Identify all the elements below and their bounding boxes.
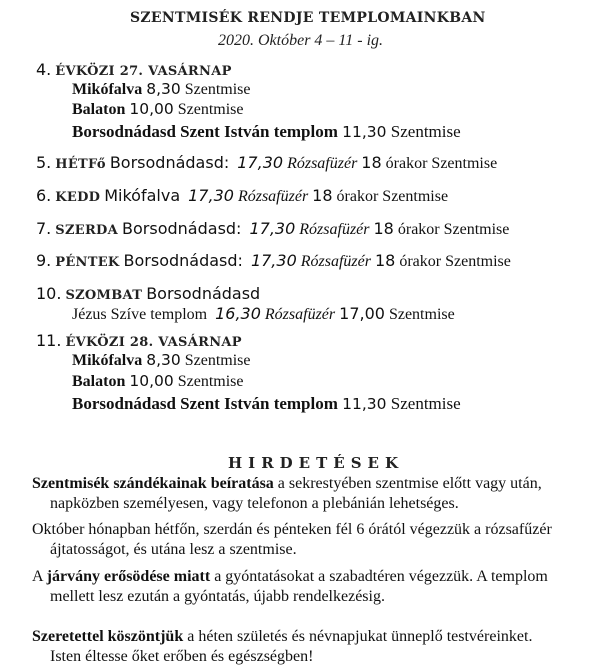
place: Borsodnádasd	[146, 284, 261, 303]
time: 8,30	[146, 351, 181, 369]
day-number: 7.	[36, 219, 52, 238]
text: a gyóntatásokat a szabadtéren végezzük. A templom	[210, 568, 548, 585]
rosary-label: Rózsafüzér	[300, 253, 371, 270]
event: Szentmise	[184, 81, 251, 98]
day-name: HÉTFő	[55, 157, 106, 172]
mass-label: órakor Szentmise	[397, 221, 510, 238]
rosary-label: Rózsafüzér	[264, 306, 336, 323]
mass-label: órakor Szentmise	[399, 253, 511, 270]
announcement-paragraph	[32, 627, 532, 667]
time: 8,30	[146, 80, 181, 98]
page-title: SZENTMISÉK RENDJE TEMPLOMAINKBAN	[130, 10, 486, 26]
text: A	[32, 568, 47, 585]
event: Szentmise	[390, 122, 461, 141]
text: Október hónapban hétfőn, szerdán és pénteken fél 6 órától végezzük a rózsafűzér	[32, 521, 552, 538]
announcements-heading: HIRDETÉSEK	[228, 454, 404, 472]
day-number: 5.	[36, 153, 52, 172]
day-name: ÉVKÖZI 27. VASÁRNAP	[55, 64, 232, 79]
place: Mikófalva	[72, 352, 143, 369]
rosary-label: Rózsafüzér	[299, 221, 370, 238]
day-number: 9.	[36, 251, 52, 270]
mass-label: órakor Szentmise	[336, 188, 449, 205]
schedule-item	[72, 100, 243, 119]
bold-lead: Szentmisék szándékainak beíratása	[32, 475, 274, 492]
time: 10,00	[129, 372, 174, 390]
mass-time: 18	[312, 186, 333, 205]
mass-label: órakor Szentmise	[385, 155, 498, 172]
rosary-label: Rózsafüzér	[237, 188, 309, 205]
day-number: 6.	[36, 186, 52, 205]
bold-lead: Szeretettel köszöntjük	[32, 628, 184, 645]
day-number: 10.	[36, 284, 62, 303]
day-number: 4.	[36, 60, 52, 79]
place: Mikófalva	[72, 81, 143, 98]
mass-time: 18	[361, 153, 382, 172]
schedule-item	[72, 394, 461, 414]
rosary-time: 17,30	[237, 153, 284, 172]
rosary-time: 17,30	[188, 186, 234, 205]
bold-lead: járvány erősödése miatt	[46, 568, 211, 585]
time: 10,00	[129, 100, 174, 118]
place: Balaton	[72, 373, 126, 390]
rosary-label: Rózsafüzér	[287, 155, 358, 172]
event: Szentmise	[184, 352, 251, 369]
text: a sekrestyében szentmise előtt vagy után,	[273, 475, 542, 492]
text-continuation: Isten éltesse őket erőben és egészségben!	[50, 648, 314, 665]
place: Borsodnádasd:	[122, 219, 242, 238]
announcement-paragraph	[32, 474, 542, 514]
time: 11,30	[342, 395, 387, 413]
announcement-paragraph	[32, 520, 552, 560]
mass-time: 18	[373, 219, 394, 238]
rosary-time: 17,30	[249, 219, 296, 238]
date-range: 2020. Október 4 – 11 - ig.	[218, 32, 384, 49]
schedule-day-11	[36, 331, 242, 351]
place: Balaton	[72, 101, 126, 118]
schedule-item	[72, 351, 251, 370]
place: Jézus Szíve templom	[72, 306, 208, 323]
schedule-day-4	[36, 60, 232, 80]
mass-time: 17,00	[339, 304, 385, 323]
schedule-day-10	[36, 284, 260, 304]
rosary-time: 16,30	[215, 304, 261, 323]
schedule-item	[72, 122, 461, 142]
time: 11,30	[342, 123, 387, 141]
place: Borsodnádasd:	[123, 251, 243, 270]
event: Szentmise	[390, 394, 461, 413]
day-name: SZOMBAT	[65, 288, 143, 303]
mass-label: Szentmise	[388, 306, 455, 323]
schedule-day-5	[36, 153, 497, 173]
day-name: SZERDA	[55, 223, 119, 238]
mass-time: 18	[374, 251, 396, 270]
announcement-paragraph	[32, 567, 548, 607]
place: Borsodnádasd Szent István templom	[72, 394, 338, 413]
schedule-item	[72, 372, 243, 391]
event: Szentmise	[177, 373, 244, 390]
day-name: PÉNTEK	[55, 255, 120, 270]
day-name: ÉVKÖZI 28. VASÁRNAP	[65, 335, 242, 350]
day-number: 11.	[36, 331, 62, 350]
schedule-day-7	[36, 219, 509, 239]
text: a héten születés és névnapjukat ünneplő testvéreinket.	[183, 628, 533, 645]
schedule-item	[72, 304, 455, 324]
text-continuation: mellett lesz ezután a gyóntatás, újabb rendelkezésig.	[50, 588, 385, 605]
place: Borsodnádasd Szent István templom	[72, 122, 338, 141]
day-name: KEDD	[55, 190, 101, 205]
text-continuation: ájtatosságot, és utána lesz a szentmise.	[50, 541, 297, 558]
rosary-time: 17,30	[250, 251, 297, 270]
place: Borsodnádasd:	[109, 153, 230, 172]
schedule-day-6	[36, 186, 448, 206]
schedule-item	[72, 80, 251, 99]
text-continuation: napközben személyesen, vagy telefonon a plebánián lehetséges.	[50, 495, 459, 512]
schedule-day-9	[36, 251, 511, 271]
event: Szentmise	[177, 101, 244, 118]
place: Mikófalva	[104, 186, 181, 205]
